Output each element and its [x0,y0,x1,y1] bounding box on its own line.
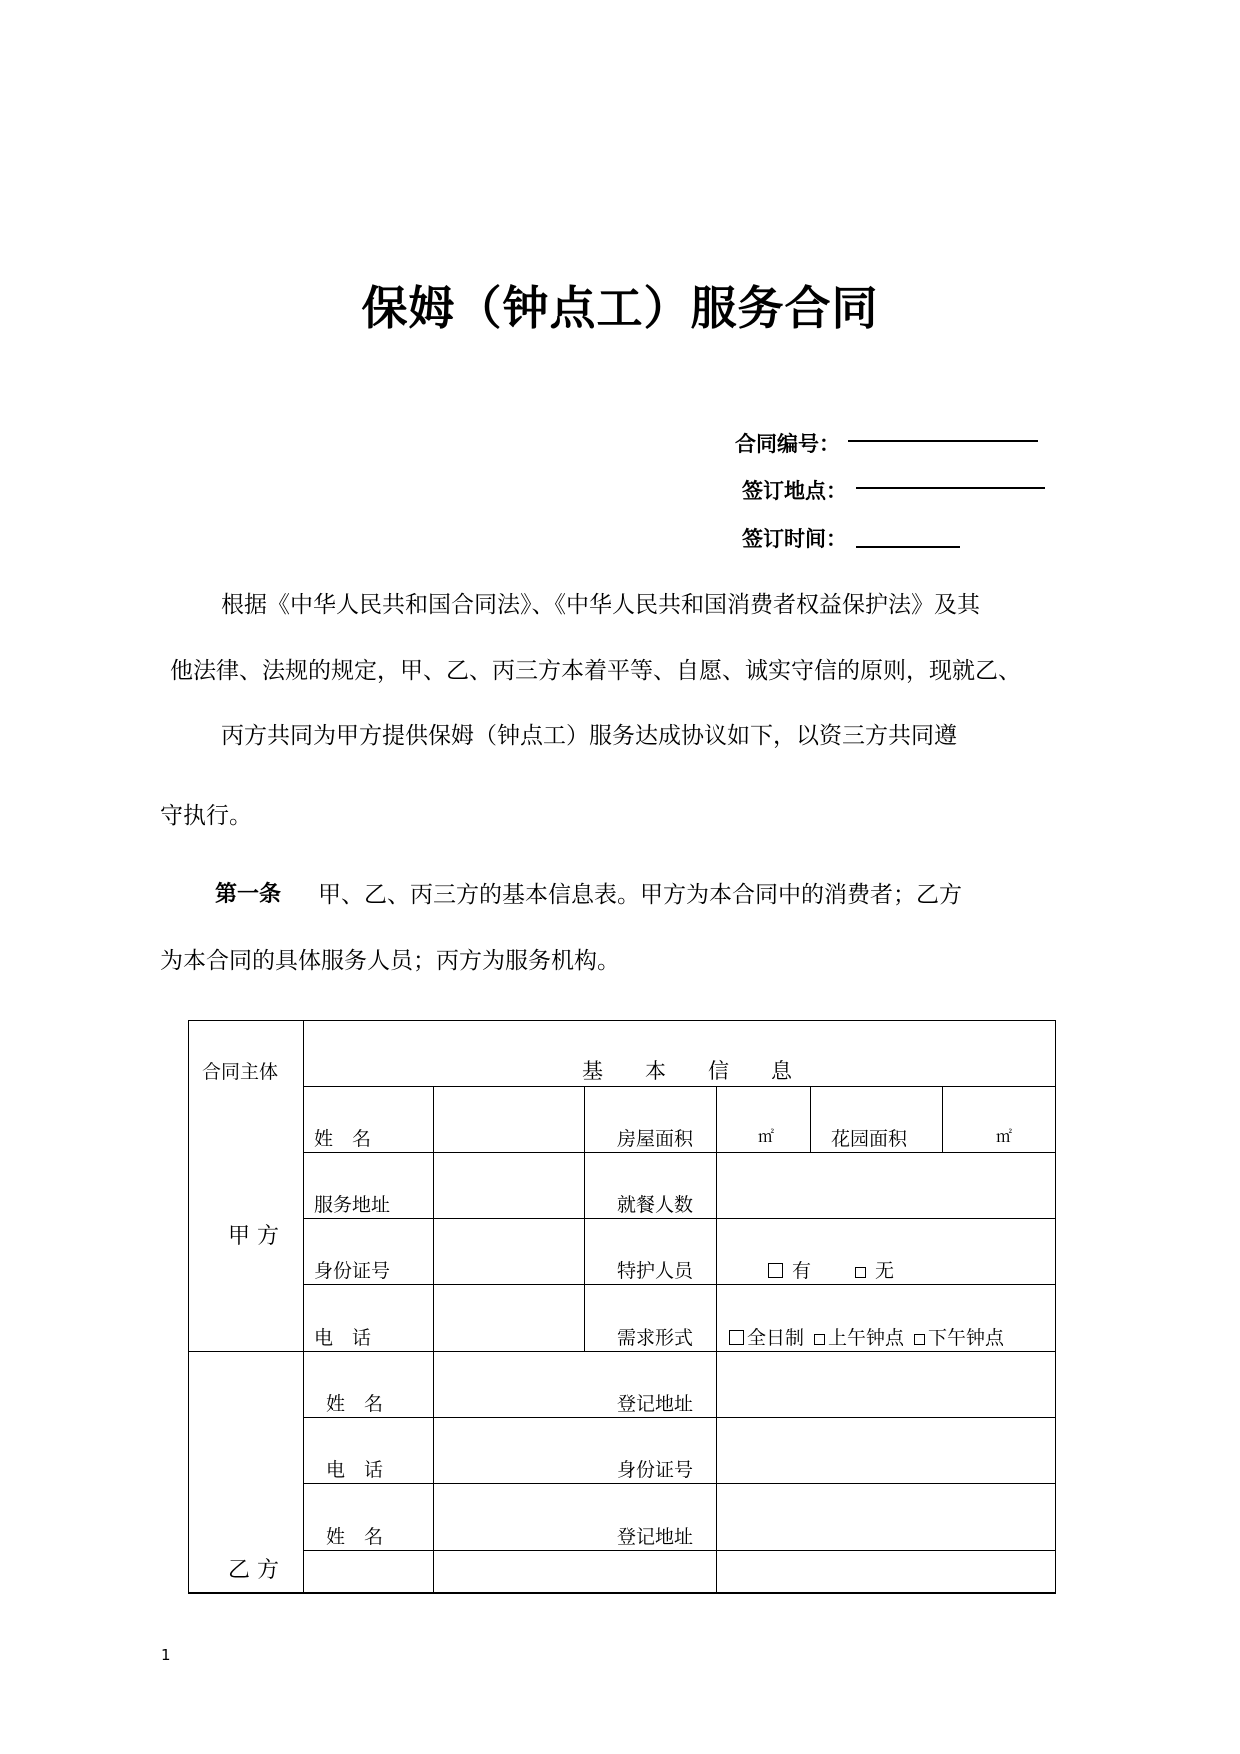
demand-fullday-option[interactable] [729,1323,804,1350]
b-name-label: 姓 名 [326,1393,384,1415]
b-reg-address-label-2: 登记地址 [617,1526,694,1548]
article-1-line-2: 为本合同的具体服务人员；丙方为服务机构。 [160,948,620,974]
page-number: 1 [161,1646,171,1664]
special-care-yes-label: 有 [792,1260,812,1282]
special-care-yes-option[interactable] [768,1256,811,1283]
b-reg-address-label: 登记地址 [617,1393,694,1415]
b-name-label-2: 姓 名 [326,1526,384,1548]
demand-morning-option[interactable] [814,1323,904,1350]
a-address-label: 服务地址 [314,1194,391,1216]
header-basic-info: 基 本 信 息 [582,1059,792,1083]
a-special-care-label: 特护人员 [617,1260,694,1282]
a-demand-label: 需求形式 [617,1327,694,1349]
checkbox-icon[interactable] [729,1330,744,1345]
contract-number-label: 合同编号： [735,432,840,456]
party-a-label: 甲 方 [228,1224,279,1249]
header-contract-subject: 合同主体 [202,1061,279,1083]
a-diners-label: 就餐人数 [617,1194,694,1216]
checkbox-icon[interactable] [768,1263,783,1278]
demand-afternoon-label: 下午钟点 [928,1327,1005,1349]
a-house-area-unit: ㎡ [758,1127,775,1146]
demand-fullday-label: 全日制 [747,1327,805,1349]
sign-time-field[interactable] [856,546,960,548]
contract-title: 保姆（钟点工）服务合同 [361,281,879,335]
intro-line-1: 根据《中华人民共和国合同法》、《中华人民共和国消费者权益保护法》及其 [221,592,980,618]
sign-place-label: 签订地点： [742,479,847,503]
demand-morning-label: 上午钟点 [828,1327,905,1349]
special-care-no-label: 无 [875,1260,895,1282]
intro-line-2: 他法律、法规的规定，甲、乙、丙三方本着平等、自愿、诚实守信的原则，现就乙、 [170,658,1021,684]
a-name-label: 姓 名 [314,1128,372,1150]
contract-number-field[interactable] [848,440,1038,442]
intro-line-3: 丙方共同为甲方提供保姆（钟点工）服务达成协议如下，以资三方共同遵 [221,723,957,749]
article-1-label: 第一条 [215,882,282,907]
checkbox-icon[interactable] [814,1334,825,1345]
sign-time-label: 签订时间： [742,527,847,551]
sign-place-field[interactable] [856,487,1045,489]
a-garden-area-label: 花园面积 [831,1128,908,1150]
special-care-no-option[interactable] [855,1256,894,1283]
a-house-area-label: 房屋面积 [617,1128,694,1150]
party-b-label: 乙 方 [228,1558,279,1583]
intro-line-4: 守执行。 [160,803,252,829]
demand-afternoon-option[interactable] [914,1323,1004,1350]
a-phone-label: 电 话 [314,1327,372,1349]
a-garden-area-unit: ㎡ [996,1127,1013,1146]
b-phone-label: 电 话 [326,1459,384,1481]
checkbox-icon[interactable] [855,1267,866,1278]
checkbox-icon[interactable] [914,1334,925,1345]
a-id-label: 身份证号 [314,1260,391,1282]
article-1-line-1: 甲、乙、丙三方的基本信息表。甲方为本合同中的消费者；乙方 [318,882,962,908]
b-id-label: 身份证号 [617,1459,694,1481]
